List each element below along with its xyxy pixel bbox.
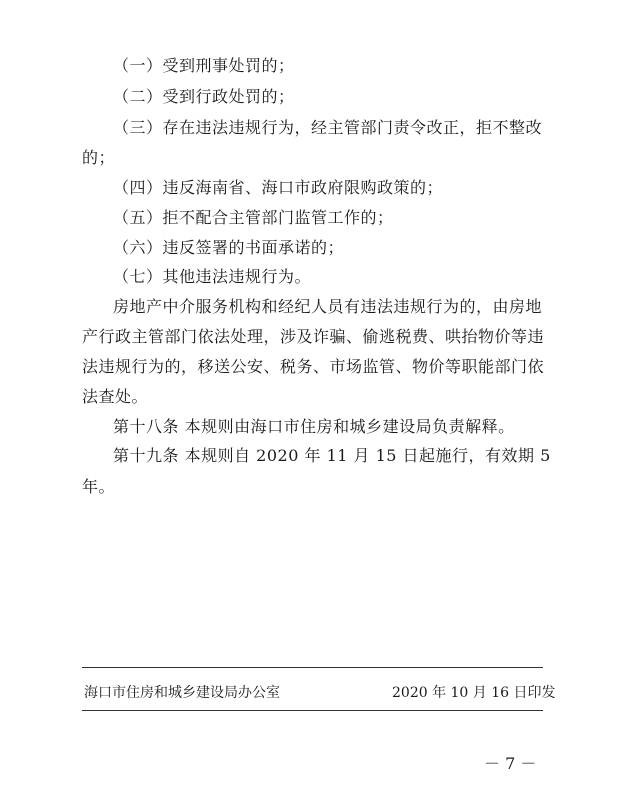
item-6: （六）违反签署的书面承诺的； <box>113 238 345 257</box>
item-4: （四）违反海南省、海口市政府限购政策的； <box>113 178 444 197</box>
item-7: （七）其他违法违规行为。 <box>113 267 312 286</box>
item-1: （一）受到刑事处罚的； <box>113 56 295 75</box>
item-2: （二）受到行政处罚的； <box>113 87 295 106</box>
article-19-line-1: 第十九条 本规则自 2020 年 11 月 15 日起施行，有效期 5 <box>113 446 551 465</box>
footer-issuer: 海口市住房和城乡建设局办公室 <box>84 685 280 701</box>
article-18: 第十八条 本规则由海口市住房和城乡建设局负责解释。 <box>113 417 515 436</box>
footer-top-rule <box>82 667 543 668</box>
item-5: （五）拒不配合主管部门监管工作的； <box>113 208 394 227</box>
article-19-line-2: 年。 <box>82 477 116 496</box>
footer-bottom-rule <box>82 710 543 711</box>
paragraph-line-1: 房地产中介服务机构和经纪人员有违法违规行为的，由房地 <box>113 297 543 316</box>
page-number: － 7 － <box>484 754 537 773</box>
item-3-continued: 的； <box>82 148 116 167</box>
paragraph-line-4: 法查处。 <box>82 387 149 406</box>
paragraph-line-3: 法违规行为的，移送公安、税务、市场监管、物价等职能部门依 <box>82 357 545 376</box>
footer-date: 2020 年 10 月 16 日印发 <box>392 685 556 701</box>
item-3: （三）存在违法违规行为，经主管部门责令改正，拒不整改 <box>113 118 543 137</box>
paragraph-line-2: 产行政主管部门依法处理，涉及诈骗、偷逃税费、哄抬物价等违 <box>82 327 545 346</box>
